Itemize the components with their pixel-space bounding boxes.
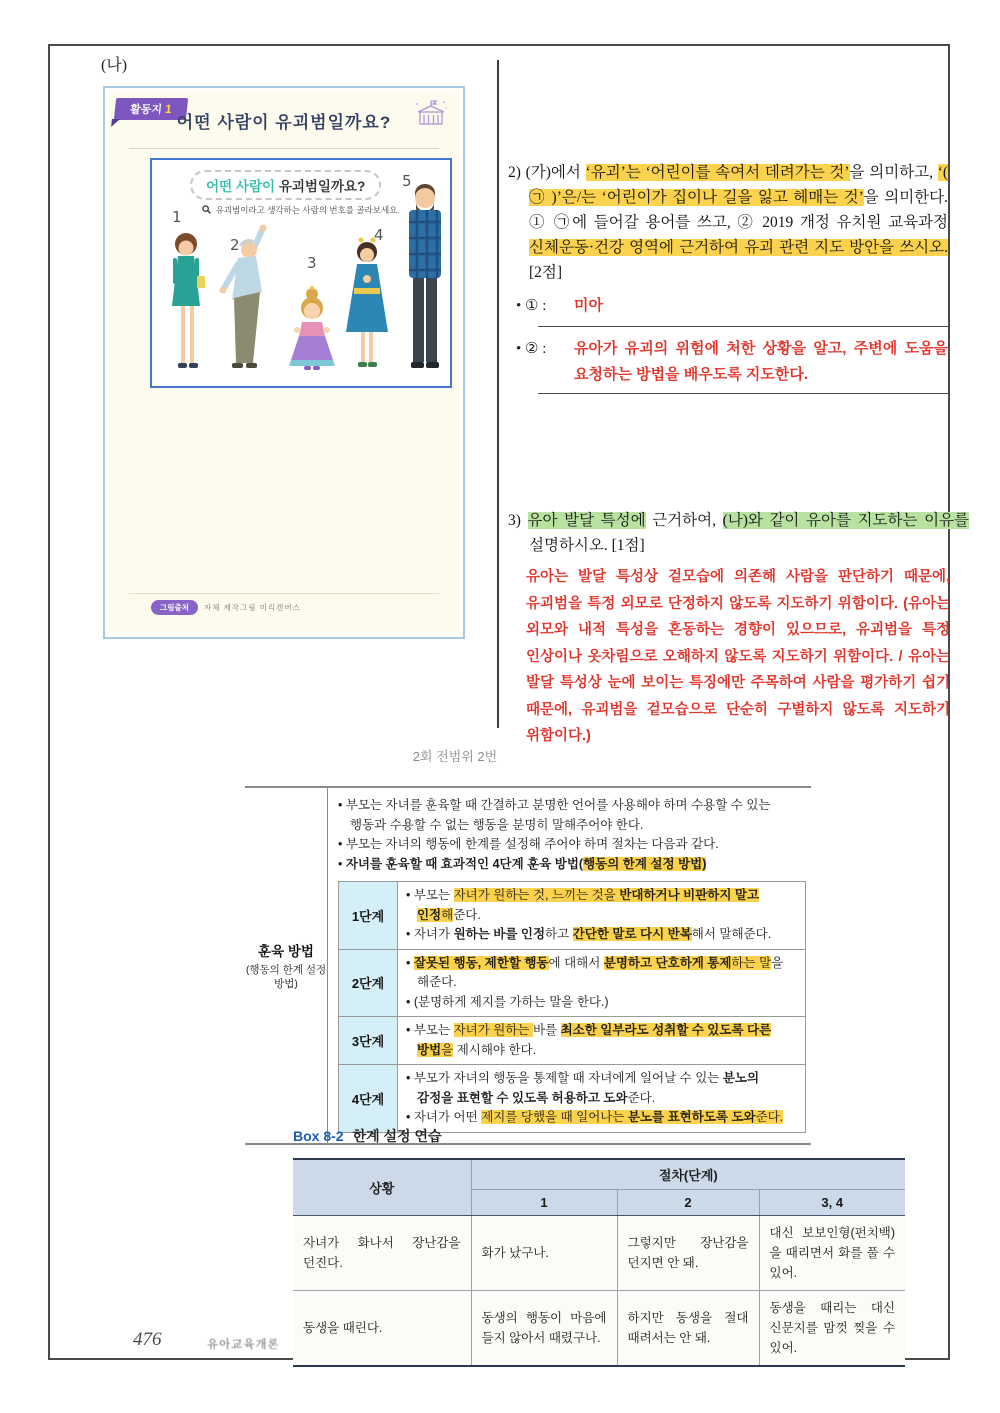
stage-line: • 자녀가 원하는 바를 인정하고 간단한 말로 다시 반복해서 말해준다.	[406, 925, 797, 945]
stage-1-label: 1단계	[339, 882, 398, 950]
worksheet-footer	[151, 600, 301, 615]
image-source-badge: 그림출처	[151, 600, 198, 615]
col-header-step-1: 1	[471, 1190, 617, 1216]
box-8-2-title	[293, 1126, 909, 1146]
answer-1-text: 미아	[574, 297, 603, 314]
box-8-2-section	[293, 1126, 909, 1367]
answer-1-underline	[538, 326, 948, 327]
school-building-icon	[415, 98, 447, 128]
box-8-2-label: Box 8-2	[293, 1128, 344, 1144]
col-header-situation: 상황	[293, 1159, 471, 1216]
stage-line: • (분명하게 제지를 가하는 말을 한다.)	[406, 993, 797, 1013]
people-illustration	[152, 160, 450, 386]
discipline-label-cell	[245, 788, 328, 1143]
person-number: 1	[172, 208, 182, 226]
image-source-text: 자체 제작그림 미리캔버스	[203, 603, 301, 612]
step2-cell: 하지만 동생을 절대 때려서는 안 돼.	[617, 1291, 759, 1367]
limit-setting-table	[293, 1158, 905, 1367]
four-stage-table	[338, 881, 806, 1133]
discipline-bullets	[338, 796, 806, 874]
table-row	[293, 1291, 905, 1367]
page-number: 476	[133, 1329, 162, 1350]
person-number: 2	[230, 236, 240, 254]
step1-cell: 화가 났구나.	[471, 1216, 617, 1291]
bullet-item: • 부모는 자녀의 행동에 한계를 설정해 주어야 하며 절차는 다음과 같다.	[338, 835, 806, 855]
stage-line: • 자녀가 어떤 제지를 당했을 때 일어나는 분노를 표현하도록 도와준다.	[406, 1108, 797, 1128]
person-3-princess-girl	[289, 286, 335, 370]
panel-instruction-text: 유괴범이라고 생각하는 사람의 번호를 골라보세요.	[215, 205, 400, 215]
situation-cell: 동생을 때린다.	[293, 1291, 471, 1367]
question-2: 2) (가)에서 ‘유괴’는 ‘어린이를 속여서 데려가는 것’을 의미하고, ‘( ㉠ )’은/는 ‘어린이가 집이나 길을 잃고 헤매는 것’을 의미한다. ① ㉠에 들어갈 용어를 쓰고, ② 2019 개정 유치원 교육과정 신체운동·건강 영역에 근거하여 유괴 관련 지도 방안을 쓰시오. [2점]	[508, 164, 949, 281]
worksheet-divider	[129, 148, 439, 149]
worksheet-card	[103, 86, 465, 639]
person-1-woman	[172, 233, 205, 368]
stage-line: • 잘못된 행동, 제한할 행동에 대해서 분명하고 단호하게 통제하는 말을 해준다.	[406, 954, 797, 993]
column-divider	[497, 60, 499, 728]
person-number: 3	[307, 254, 317, 272]
question-3: 3) 유아 발달 특성에 근거하여, (나)와 같이 유아를 지도하는 이유를 설명하시오. [1점]	[508, 512, 969, 554]
person-number: 5	[402, 172, 412, 190]
col-header-step-2: 2	[617, 1190, 759, 1216]
stage-line: • 부모는 자녀가 원하는 바를 최소한 일부라도 성취할 수 있도록 다른 방법을 제시해야 한다.	[406, 1021, 797, 1060]
exam-caption: 2회 전범위 2번	[412, 749, 498, 764]
worksheet-title: 어떤 사람이 유괴범일까요?	[176, 113, 392, 132]
stage-line: • 부모가 자녀의 행동을 통제할 때 자녀에게 일어날 수 있는 분노의 감정을 표현할 수 있도록 허용하고 도와준다.	[406, 1069, 797, 1108]
stage-2-label: 2단계	[339, 949, 398, 1017]
model-answer-3: 유아는 발달 특성상 겉모습에 의존해 사람을 판단하기 때문에, 유괴범을 특정 외모로 단정하지 않도록 지도하기 위함이다. (유아는 외모와 내적 특성을 혼동하는 경향이 있으므로, 유괴범을 특정 인상이나 옷차림으로 오해하지 않도록 지도하기 위함이다. / 유아는 발달 특성상 눈에 보이는 특징에만 주목하여 사람을 평가하기 쉽기 때문에, 유괴범을 겉모습으로 단순히 구별하지 않도록 지도하기 위함이다.)	[526, 569, 950, 744]
stage-3-label: 3단계	[339, 1017, 398, 1065]
stage-row	[339, 1065, 806, 1133]
col-header-procedure: 절차(단계)	[471, 1159, 905, 1190]
stage-4-label: 4단계	[339, 1065, 398, 1133]
answer-2-row	[516, 336, 948, 388]
answer-2-prefix: • ② :	[516, 341, 547, 357]
discipline-method-table	[245, 786, 811, 1145]
col-header-step-34: 3, 4	[759, 1190, 905, 1216]
panel-question-rest: 유괴범일까요?	[275, 179, 366, 194]
passage-label: (나)	[101, 57, 128, 74]
discipline-label-sub: (행동의 한계 설정 방법)	[245, 963, 327, 990]
stage-row	[339, 949, 806, 1017]
discipline-label-title: 훈육 방법	[258, 943, 314, 959]
bullet-item: • 부모는 자녀를 훈육할 때 간결하고 분명한 언어를 사용해야 하며 수용할 수 있는 행동과 수용할 수 없는 행동을 분명히 말해주어야 한다.	[338, 796, 806, 835]
person-5-tall-man	[409, 184, 441, 368]
worksheet-footer-divider	[129, 593, 439, 594]
discipline-content-cell	[328, 788, 811, 1143]
answer-2-text: 유아가 유괴의 위험에 처한 상황을 알고, 주변에 도움을 요청하는 방법을 배우도록 지도한다.	[574, 340, 948, 383]
answer-2-underline	[538, 393, 948, 394]
box-8-2-title-text: 한계 설정 연습	[352, 1128, 442, 1144]
person-2-old-man	[220, 225, 267, 369]
worksheet-badge-number: 1	[164, 102, 173, 116]
person-4-woman-blue-dress	[346, 238, 388, 368]
stage-line: • 부모는 자녀가 원하는 것, 느끼는 것을 반대하거나 비판하지 말고 인정해준다.	[406, 886, 797, 925]
step1-cell: 동생의 행동이 마음에 들지 않아서 때렸구나.	[471, 1291, 617, 1367]
situation-cell: 자녀가 화나서 장난감을 던진다.	[293, 1216, 471, 1291]
stage-row	[339, 882, 806, 950]
bullet-item: • 자녀를 훈육할 때 효과적인 4단계 훈육 방법(행동의 한계 설정 방법)	[338, 855, 806, 875]
panel-question-accent: 어떤 사람이	[206, 179, 276, 194]
person-number: 4	[374, 226, 384, 244]
worksheet-illustration-panel	[150, 158, 452, 388]
answer-1-row	[516, 293, 940, 319]
step34-cell: 대신 보보인형(펀치백)을 때리면서 화를 풀 수 있어.	[759, 1216, 905, 1291]
stage-row	[339, 1017, 806, 1065]
table-row	[293, 1216, 905, 1291]
step34-cell: 동생을 때리는 대신 신문지를 맘껏 찢을 수 있어.	[759, 1291, 905, 1367]
book-title: 유아교육개론	[207, 1339, 280, 1351]
worksheet-badge-label: 활동지	[129, 104, 163, 116]
answer-1-prefix: • ① :	[516, 298, 547, 314]
question-column	[508, 160, 969, 744]
step2-cell: 그렇지만 장난감을 던지면 안 돼.	[617, 1216, 759, 1291]
